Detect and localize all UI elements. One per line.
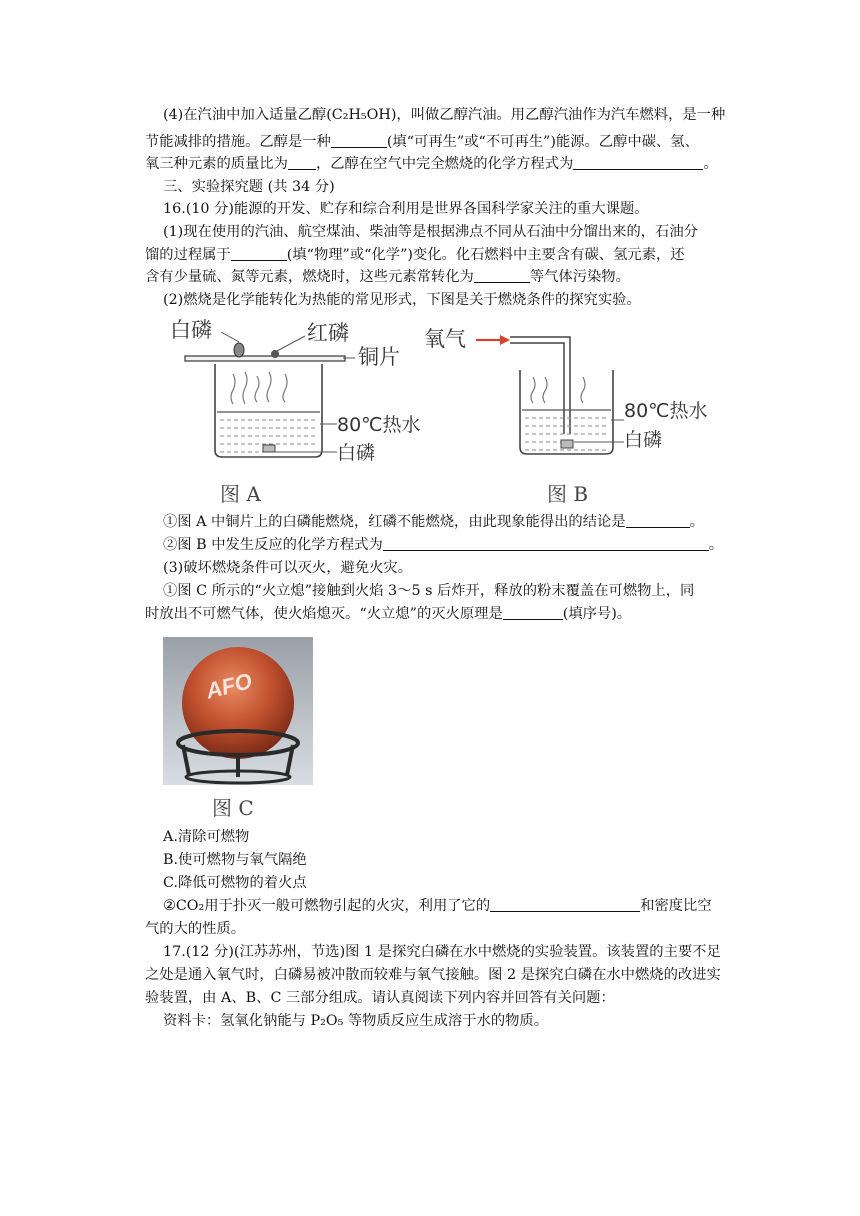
q16-stem: 16.(10 分)能源的开发、贮存和综合利用是世界各国科学家关注的重大课题。: [163, 201, 649, 217]
beaker: [215, 364, 322, 457]
option-c: C.降低可燃物的着火点: [163, 875, 307, 891]
figure-b-caption: 图 B: [547, 482, 589, 506]
red-phosphorus-dot: [271, 350, 279, 358]
copper-sheet: [185, 356, 345, 361]
text: (填“可再生”或“不可再生”)能源。乙醇中碳、氢、: [386, 134, 699, 150]
answer-blank[interactable]: [503, 604, 563, 620]
text: 。: [708, 537, 724, 553]
q16-3-1-line2: [145, 603, 631, 625]
q16-3-intro: (3)破坏燃烧条件可以灭火，避免火灾。: [163, 560, 412, 576]
q16-3-2-line1: [163, 895, 712, 917]
figure-c-caption: 图 C: [212, 796, 254, 820]
text: 馏的过程属于: [145, 247, 231, 263]
ball-logo-text: AFO: [203, 668, 255, 704]
figure-a-caption: 图 A: [220, 482, 261, 506]
text: (填“物理”或“化学”)变化。化石燃料中主要含有碳、氢元素，还: [286, 247, 685, 263]
answer-blank[interactable]: [288, 154, 316, 170]
answer-blank[interactable]: [231, 245, 287, 261]
answer-blank[interactable]: [573, 154, 703, 170]
text: 。: [689, 514, 704, 530]
q16-2-2: [163, 534, 723, 556]
text: 节能减排的措施。乙醇是一种: [145, 134, 331, 150]
text: ②CO₂用于扑灭一般可燃物引起的火灾，利用了它的: [163, 898, 491, 914]
q15-4-line3: [145, 153, 718, 175]
text: ②图 B 中发生反应的化学方程式为: [163, 537, 383, 553]
label-white-phosphorus-top: 白磷: [170, 318, 212, 342]
answer-blank[interactable]: [490, 896, 640, 912]
q17-info-card: 资料卡：氢氧化钠能与 P₂O₅ 等物质反应生成溶于水的物质。: [163, 1013, 549, 1029]
text: 含有少量硫、氮等元素，燃烧时，这些元素常转化为: [145, 269, 474, 285]
oxygen-tube: [510, 337, 570, 434]
label-white-phosphorus: 白磷: [624, 429, 663, 451]
answer-blank[interactable]: [474, 267, 530, 283]
option-b: B.使可燃物与氧气隔绝: [163, 852, 307, 868]
label-hot-water: 80℃热水: [624, 400, 708, 422]
text: (填序号)。: [562, 606, 632, 622]
figure-a: [165, 312, 435, 508]
label-white-phosphorus-bottom: 白磷: [337, 442, 376, 464]
q16-2-1: [163, 511, 704, 533]
text: ，乙醇在空气中完全燃烧的化学方程式为: [315, 156, 574, 172]
label-red-phosphorus: 红磷: [307, 321, 349, 345]
section-heading: 三、实验探究题 (共 34 分): [163, 179, 335, 195]
q17-line2: 之处是通入氧气时，白磷易被冲散而较难与氧气接触。图 2 是探究白磷在水中燃烧的改进实: [145, 967, 721, 983]
text: 和密度比空: [640, 898, 712, 914]
extinguisher-ball: [182, 647, 294, 759]
text: 等气体污染物。: [529, 269, 630, 285]
label-oxygen: 氧气: [424, 327, 466, 351]
text: 氧三种元素的质量比为: [145, 156, 288, 172]
answer-blank[interactable]: [383, 535, 709, 551]
q16-1-line1: (1)现在使用的汽油、航空煤油、柴油等是根据沸点不同从石油中分馏出来的，石油分: [163, 224, 698, 240]
text: 。: [703, 156, 718, 172]
answer-blank[interactable]: [626, 512, 690, 528]
option-a: A.清除可燃物: [163, 829, 250, 845]
q17-line1: 17.(12 分)(江苏苏州，节选)图 1 是探究白磷在水中燃烧的实验装置。该装置的主要不足: [163, 944, 721, 960]
white-phosphorus-underwater: [561, 440, 573, 448]
white-phosphorus-underwater: [263, 445, 275, 452]
white-phosphorus-burning: [234, 343, 244, 357]
label-copper-sheet: 铜片: [358, 345, 400, 369]
figure-c-photo: [163, 637, 313, 785]
q16-2-intro: (2)燃烧是化学能转化为热能的常见形式，下图是关于燃烧条件的探究实验。: [163, 292, 641, 308]
q16-1-line3: [145, 266, 630, 288]
text: ①图 A 中铜片上的白磷能燃烧，红磷不能燃烧，由此现象能得出的结论是: [163, 514, 626, 530]
q16-1-line2: [145, 244, 685, 266]
q15-4-line1: (4)在汽油中加入适量乙醇(C₂H₅OH)，叫做乙醇汽油。用乙醇汽油作为汽车燃料，是一种: [163, 107, 726, 123]
q16-3-2-line2: 气的大的性质。: [145, 921, 246, 937]
answer-blank[interactable]: [331, 132, 387, 148]
q15-4-line2: [145, 131, 699, 153]
text: 时放出不可燃气体，使火焰熄灭。“火立熄”的灭火原理是: [145, 606, 503, 622]
q17-line3: 验装置，由 A、B、C 三部分组成。请认真阅读下列内容并回答有关问题：: [145, 990, 615, 1006]
label-hot-water: 80℃热水: [337, 414, 421, 436]
q16-3-1-line1: ①图 C 所示的“火立熄”接触到火焰 3～5 s 后炸开，释放的粉末覆盖在可燃物上，同: [163, 583, 695, 599]
